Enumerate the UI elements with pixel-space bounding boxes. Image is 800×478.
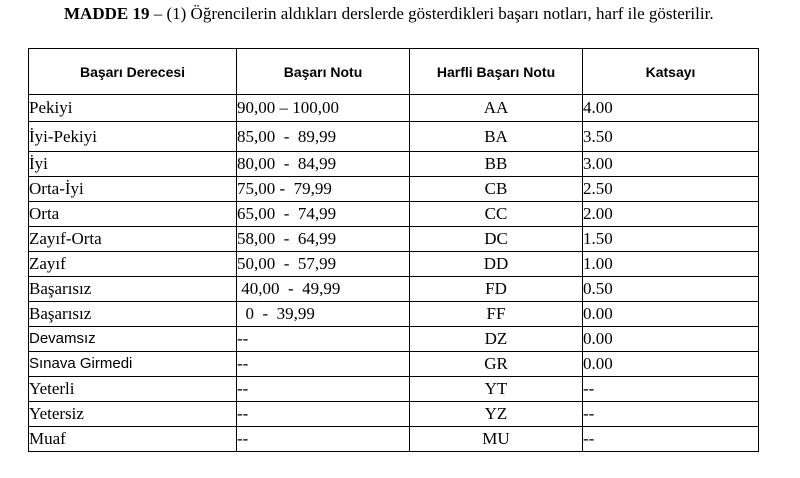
cell-basari-derecesi: Sınava Girmedi bbox=[29, 352, 237, 377]
cell-basari-notu: -- bbox=[237, 377, 410, 402]
cell-katsayi: 3.50 bbox=[583, 122, 759, 152]
cell-basari-notu: 58,00 - 64,99 bbox=[237, 227, 410, 252]
header-basari-notu: Başarı Notu bbox=[237, 49, 410, 95]
cell-basari-notu: 65,00 - 74,99 bbox=[237, 202, 410, 227]
cell-basari-notu: 75,00 - 79,99 bbox=[237, 177, 410, 202]
cell-harfli-not: CB bbox=[410, 177, 583, 202]
table-row bbox=[29, 177, 759, 202]
cell-katsayi: 0.00 bbox=[583, 352, 759, 377]
table-body bbox=[29, 95, 759, 452]
grade-table bbox=[28, 48, 759, 452]
cell-basari-derecesi: Yeterli bbox=[29, 377, 237, 402]
table-row bbox=[29, 327, 759, 352]
cell-basari-derecesi: İyi-Pekiyi bbox=[29, 122, 237, 152]
table-row bbox=[29, 252, 759, 277]
cell-katsayi: 2.00 bbox=[583, 202, 759, 227]
cell-basari-notu: 50,00 - 57,99 bbox=[237, 252, 410, 277]
cell-basari-derecesi: Zayıf-Orta bbox=[29, 227, 237, 252]
cell-harfli-not: YZ bbox=[410, 402, 583, 427]
cell-basari-notu: 85,00 - 89,99 bbox=[237, 122, 410, 152]
table-row bbox=[29, 352, 759, 377]
cell-basari-derecesi: Yetersiz bbox=[29, 402, 237, 427]
cell-katsayi: -- bbox=[583, 427, 759, 452]
cell-katsayi: 4.00 bbox=[583, 95, 759, 122]
cell-basari-notu: -- bbox=[237, 402, 410, 427]
cell-harfli-not: FF bbox=[410, 302, 583, 327]
cell-basari-derecesi: Muaf bbox=[29, 427, 237, 452]
cell-katsayi: 0.00 bbox=[583, 327, 759, 352]
cell-katsayi: 2.50 bbox=[583, 177, 759, 202]
header-katsayi: Katsayı bbox=[583, 49, 759, 95]
cell-harfli-not: DZ bbox=[410, 327, 583, 352]
table-row bbox=[29, 402, 759, 427]
header-harfli-basari-notu: Harfli Başarı Notu bbox=[410, 49, 583, 95]
cell-harfli-not: YT bbox=[410, 377, 583, 402]
cell-basari-notu: -- bbox=[237, 327, 410, 352]
cell-katsayi: 1.00 bbox=[583, 252, 759, 277]
cell-basari-derecesi: Başarısız bbox=[29, 302, 237, 327]
header-basari-derecesi: Başarı Derecesi bbox=[29, 49, 237, 95]
cell-harfli-not: BB bbox=[410, 152, 583, 177]
cell-harfli-not: CC bbox=[410, 202, 583, 227]
cell-harfli-not: BA bbox=[410, 122, 583, 152]
cell-basari-notu: -- bbox=[237, 427, 410, 452]
cell-katsayi: 0.50 bbox=[583, 277, 759, 302]
article-number: MADDE 19 bbox=[64, 4, 150, 23]
cell-harfli-not: AA bbox=[410, 95, 583, 122]
cell-katsayi: -- bbox=[583, 377, 759, 402]
cell-basari-derecesi: Zayıf bbox=[29, 252, 237, 277]
cell-basari-derecesi: Orta-İyi bbox=[29, 177, 237, 202]
article-intro bbox=[6, 4, 792, 23]
table-row bbox=[29, 302, 759, 327]
table-row bbox=[29, 377, 759, 402]
cell-harfli-not: DC bbox=[410, 227, 583, 252]
table-row bbox=[29, 227, 759, 252]
table-row bbox=[29, 95, 759, 122]
table-row bbox=[29, 202, 759, 227]
table-row bbox=[29, 122, 759, 152]
cell-basari-notu: -- bbox=[237, 352, 410, 377]
cell-katsayi: 1.50 bbox=[583, 227, 759, 252]
cell-basari-notu: 80,00 - 84,99 bbox=[237, 152, 410, 177]
cell-basari-derecesi: Orta bbox=[29, 202, 237, 227]
cell-harfli-not: MU bbox=[410, 427, 583, 452]
cell-basari-derecesi: İyi bbox=[29, 152, 237, 177]
article-text: – (1) Öğrencilerin aldıkları derslerde gösterdikleri başarı notları, harf ile gösterilir. bbox=[149, 4, 714, 23]
cell-harfli-not: FD bbox=[410, 277, 583, 302]
cell-basari-derecesi: Başarısız bbox=[29, 277, 237, 302]
table-row bbox=[29, 427, 759, 452]
cell-basari-derecesi: Devamsız bbox=[29, 327, 237, 352]
table-row bbox=[29, 277, 759, 302]
cell-basari-derecesi: Pekiyi bbox=[29, 95, 237, 122]
cell-harfli-not: GR bbox=[410, 352, 583, 377]
cell-katsayi: 0.00 bbox=[583, 302, 759, 327]
header-row bbox=[29, 49, 759, 95]
cell-basari-notu: 0 - 39,99 bbox=[237, 302, 410, 327]
table-row bbox=[29, 152, 759, 177]
cell-katsayi: 3.00 bbox=[583, 152, 759, 177]
cell-basari-notu: 90,00 – 100,00 bbox=[237, 95, 410, 122]
cell-katsayi: -- bbox=[583, 402, 759, 427]
cell-harfli-not: DD bbox=[410, 252, 583, 277]
cell-basari-notu: 40,00 - 49,99 bbox=[237, 277, 410, 302]
